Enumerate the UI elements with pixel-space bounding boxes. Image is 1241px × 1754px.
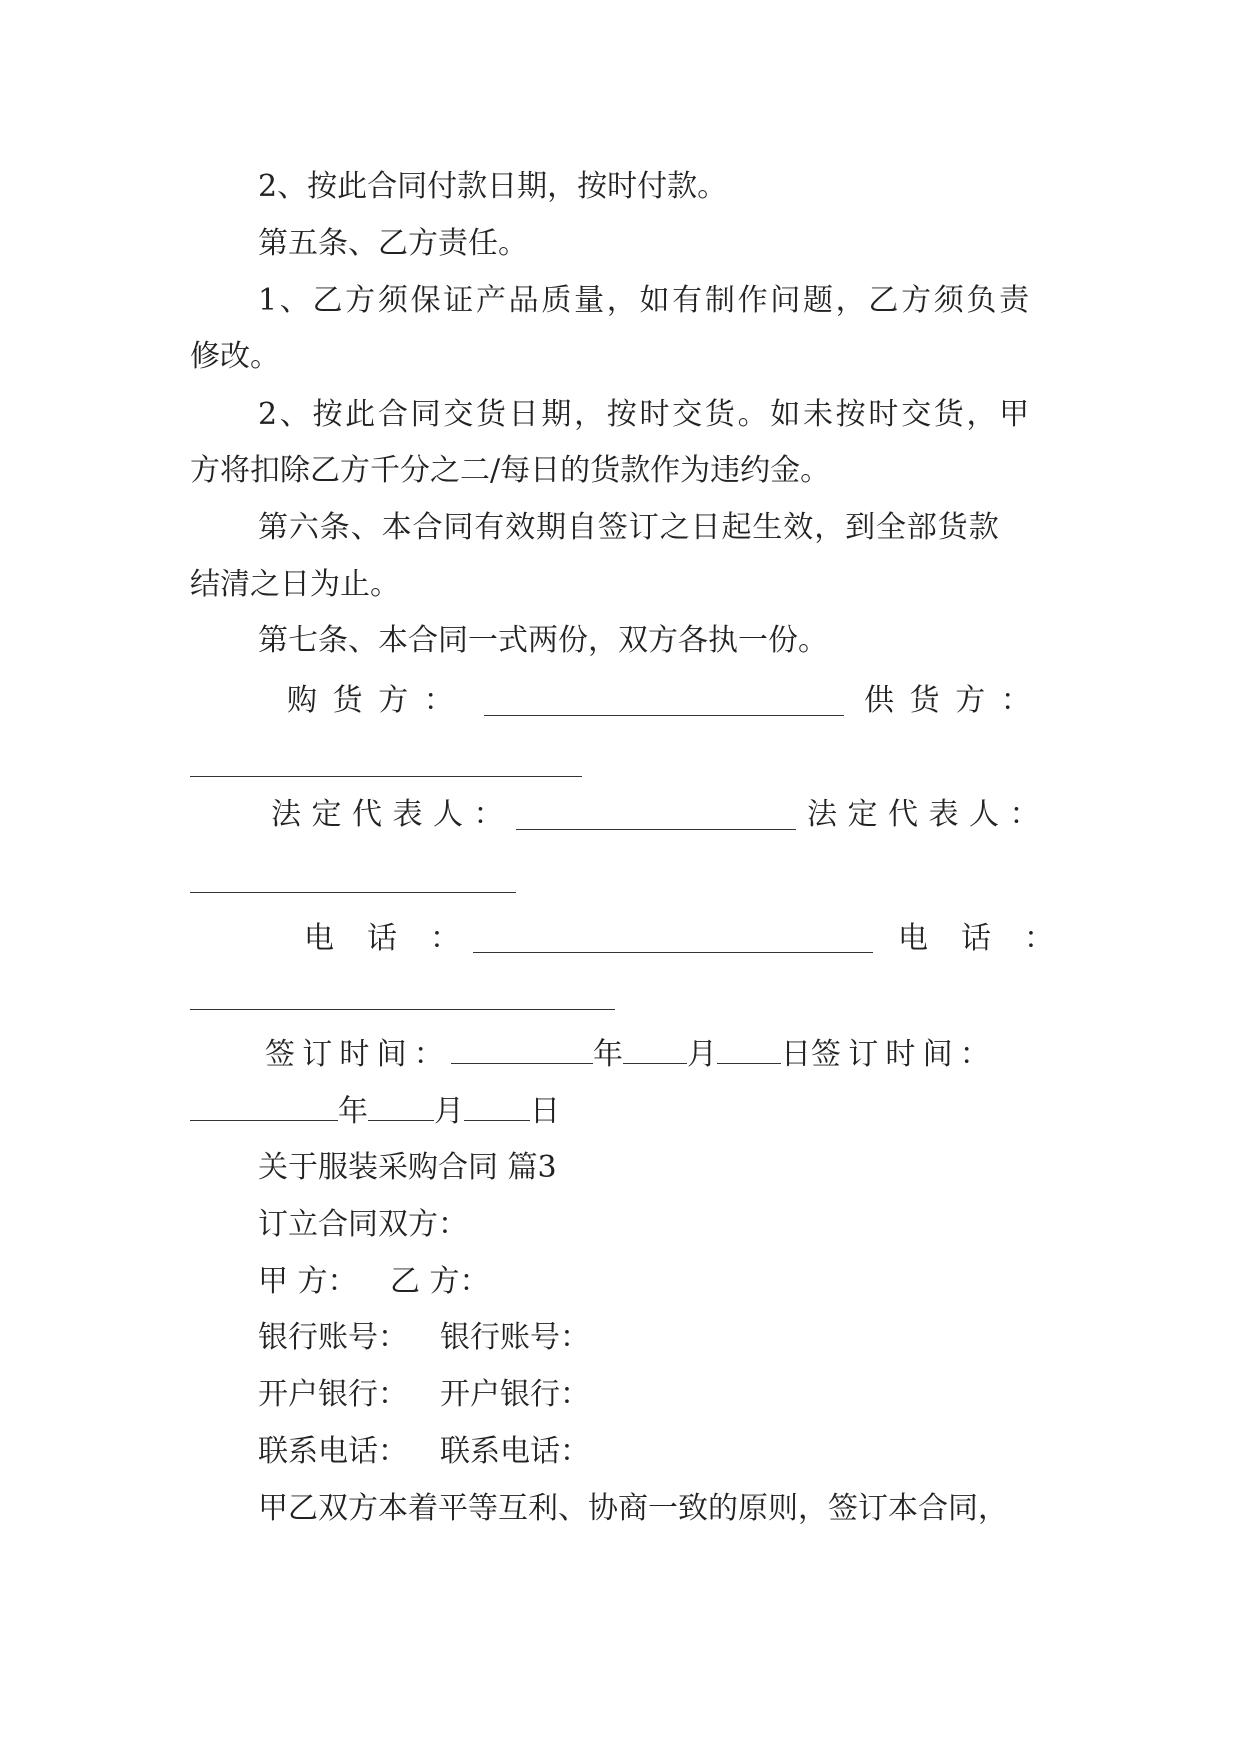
parties-intro: 订立合同双方： [258, 1207, 468, 1242]
paragraph-validity-line1: 第六条、本合同有效期自签订之日起生效，到全部货款 [258, 510, 1000, 545]
supplier-blank-line [190, 776, 582, 777]
paragraph-validity-line2: 结清之日为止。 [190, 567, 400, 602]
buyer-legal-rep-label: 法定代表人： [271, 797, 514, 832]
supplier-phone-label: 电话： [898, 921, 1087, 956]
bank-a: 开户银行： [258, 1377, 408, 1412]
buyer-phone-label: 电话： [304, 921, 493, 956]
buyer-legal-rep-blank [516, 829, 796, 830]
paragraph-delivery-line2: 方将扣除乙方千分之二/每日的货款作为违约金。 [190, 453, 831, 488]
contact-phone-a: 联系电话： [258, 1434, 408, 1469]
contact-phone-b: 联系电话： [440, 1434, 590, 1469]
supplier-sign-time: 年 月 日 [190, 1092, 560, 1132]
bank-account-b: 银行账号： [440, 1320, 590, 1355]
buyer-blank-line [484, 715, 844, 716]
bank-b: 开户银行： [440, 1377, 590, 1412]
paragraph-quality-line1: 1、乙方须保证产品质量，如有制作问题，乙方须负责 [258, 283, 1032, 318]
party-a-label: 甲 方： [258, 1264, 358, 1299]
supplier-phone-blank [190, 1009, 615, 1010]
buyer-phone-blank [473, 952, 873, 953]
party-b-label: 乙 方： [390, 1264, 490, 1299]
supplier-label: 供货方： [864, 683, 1047, 718]
buyer-sign-time: 签订时间： 年 月 日签订时间： [265, 1037, 997, 1072]
paragraph-quality-line2: 修改。 [190, 339, 280, 374]
section-title: 关于服装采购合同 篇3 [258, 1150, 557, 1185]
paragraph-principle: 甲乙双方本着平等互利、协商一致的原则，签订本合同， [258, 1491, 1008, 1526]
article-5-heading: 第五条、乙方责任。 [258, 226, 528, 261]
buyer-label: 购货方： [287, 683, 470, 718]
supplier-legal-rep-label: 法定代表人： [807, 797, 1050, 832]
supplier-legal-rep-blank [190, 892, 516, 893]
article-7-copies: 第七条、本合同一式两份，双方各执一份。 [258, 623, 828, 658]
paragraph-payment-date: 2、按此合同付款日期，按时付款。 [258, 169, 728, 204]
bank-account-a: 银行账号： [258, 1320, 408, 1355]
paragraph-delivery-line1: 2、按此合同交货日期，按时交货。如未按时交货，甲 [258, 397, 1032, 432]
